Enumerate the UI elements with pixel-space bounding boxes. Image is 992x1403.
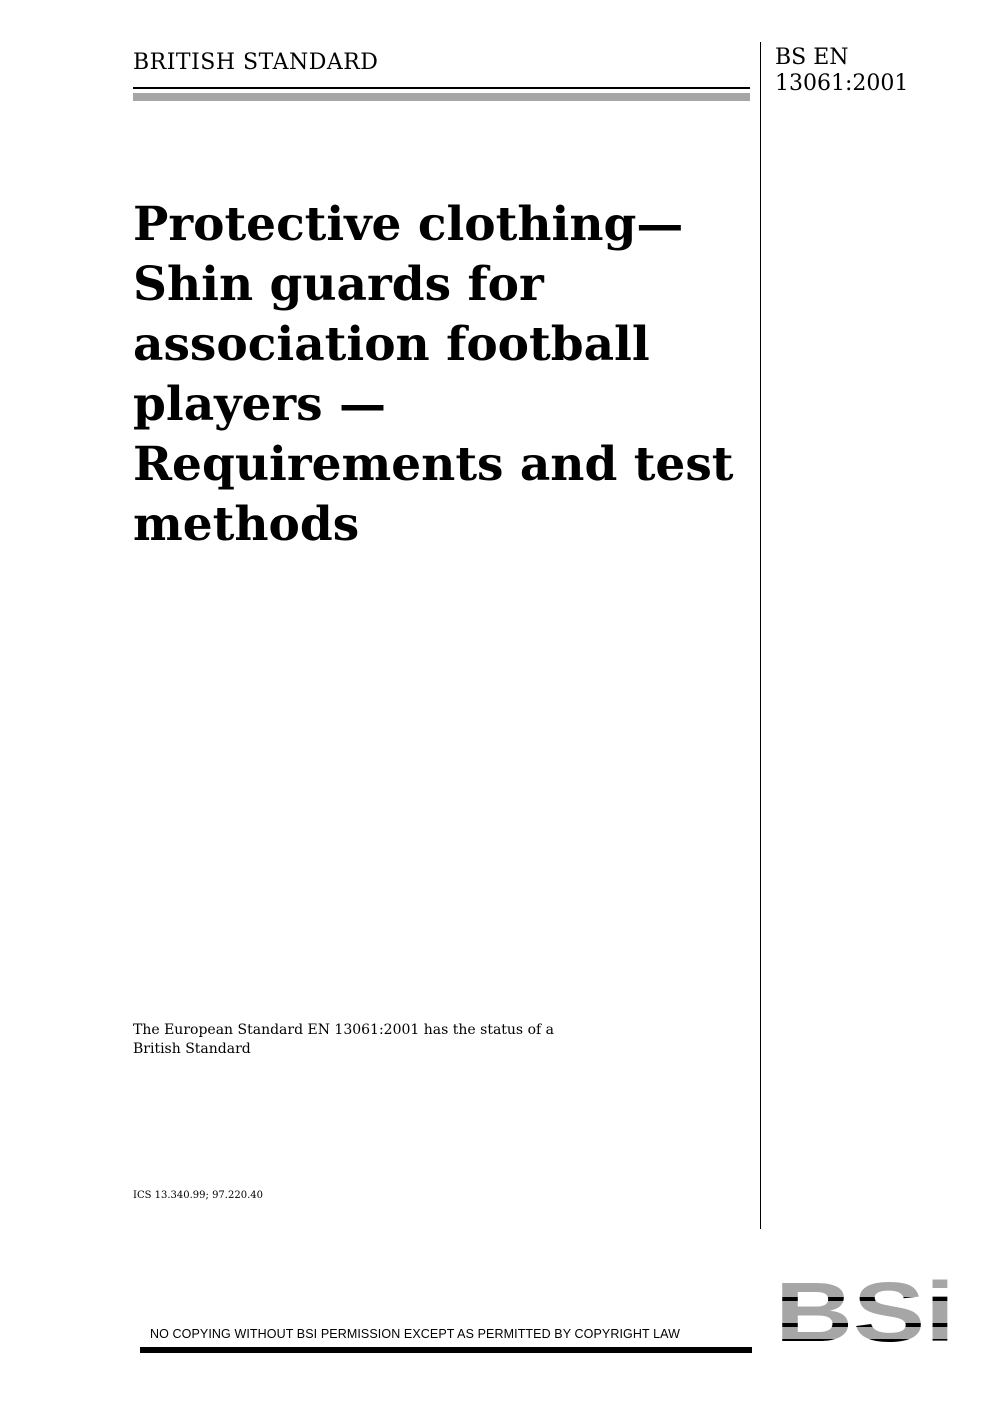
title-line: players — [133,377,386,432]
title-line: Protective clothing— [133,197,684,252]
ics-code: ICS 13.340.99; 97.220.40 [133,1190,263,1201]
status-note-line: The European Standard EN 13061:2001 has the status of a [133,1022,554,1038]
copyright-notice: NO COPYING WITHOUT BSI PERMISSION EXCEPT AS PERMITTED BY COPYRIGHT LAW [150,1327,681,1341]
logo-fill [775,1277,955,1355]
header-rule [133,87,750,89]
margin-divider [760,42,761,1229]
bsi-logo [775,1277,955,1355]
document-type-label: BRITISH STANDARD [133,50,379,75]
status-note-line: British Standard [133,1041,251,1057]
title-line: methods [133,497,360,552]
header-grey-band [133,93,750,101]
logo-stripe [775,1339,955,1343]
title-line: Requirements and test [133,437,734,492]
title-line: Shin guards for [133,257,544,312]
logo-stripe [775,1323,955,1327]
standard-number-code: 13061:2001 [775,71,909,96]
logo-stripe [775,1297,955,1301]
title-line: association football [133,317,650,372]
standard-number [775,45,908,97]
footer-rule [140,1347,752,1353]
document-title [133,195,748,555]
status-note [133,1021,554,1059]
standard-number-prefix: BS EN [775,45,849,70]
